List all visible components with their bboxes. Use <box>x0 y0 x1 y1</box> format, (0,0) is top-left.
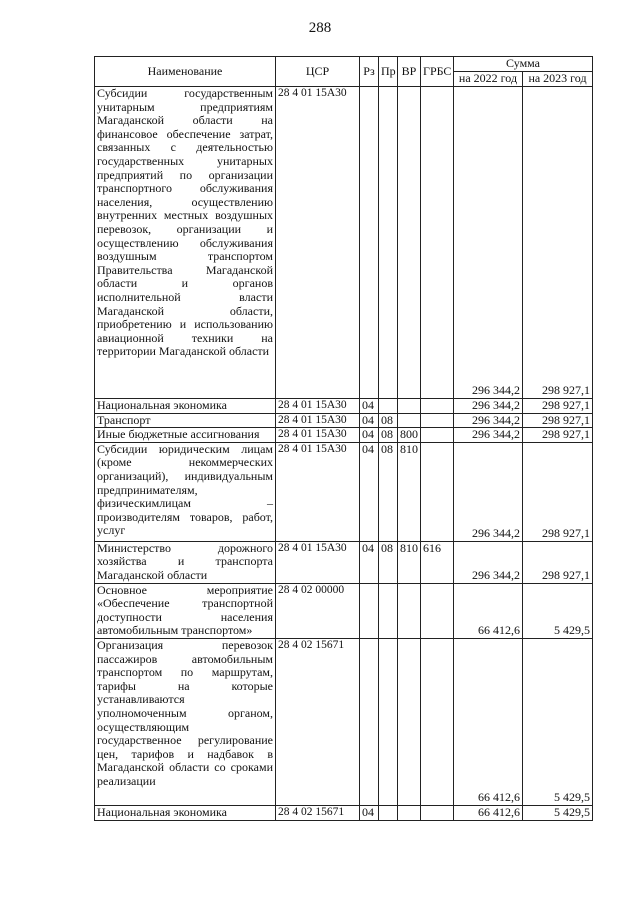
row-sum-2022: 296 344,2 <box>454 413 523 428</box>
row-sum-2023: 298 927,1 <box>523 442 593 541</box>
row-name: Национальная экономика <box>95 805 276 820</box>
row-sum-2022: 296 344,2 <box>454 541 523 583</box>
row-pr: 08 <box>379 541 398 583</box>
header-rz: Рз <box>360 57 379 87</box>
table-row <box>95 541 593 583</box>
row-csr: 28 4 01 15А30 <box>276 87 360 399</box>
row-name: Транспорт <box>95 413 276 428</box>
row-vr <box>398 399 421 414</box>
row-grbs <box>421 399 454 414</box>
table-row <box>95 87 593 399</box>
row-grbs: 616 <box>421 541 454 583</box>
row-csr: 28 4 01 15А30 <box>276 413 360 428</box>
table-row <box>95 428 593 443</box>
header-pr: Пр <box>379 57 398 87</box>
row-vr <box>398 805 421 820</box>
row-vr <box>398 583 421 638</box>
row-name: Субсидии государственным унитарным предприятиям Магаданской области на финансовое обеспечение затрат, связанных с деятельностью государственных унитарных предприятий по организации транспортного обслуживания населения, осуществлению внутренних местных воздушных перевозок, организации и осуществлению обслуживания воздушным транспортом Правительства Магаданской области и органов исполнительной власти Магаданской области, приобретению и использованию авиационной техники на территории Магаданской области <box>95 87 276 399</box>
row-sum-2023: 5 429,5 <box>523 583 593 638</box>
row-rz: 04 <box>360 413 379 428</box>
row-pr <box>379 399 398 414</box>
row-vr: 800 <box>398 428 421 443</box>
row-name: Основное мероприятие «Обеспечение транспортной доступности населения автомобильным транспортом» <box>95 583 276 638</box>
row-sum-2022: 66 412,6 <box>454 638 523 805</box>
header-vr: ВР <box>398 57 421 87</box>
row-rz <box>360 583 379 638</box>
header-grbs: ГРБС <box>421 57 454 87</box>
row-csr: 28 4 01 15А30 <box>276 399 360 414</box>
row-pr <box>379 805 398 820</box>
row-rz: 04 <box>360 805 379 820</box>
header-year-2023: на 2023 год <box>523 72 593 87</box>
table-row <box>95 413 593 428</box>
row-name: Организация перевозок пассажиров автомобильным транспортом по маршрутам, тарифы на которые устанавливаются уполномоченным органом, осуществляющим государственное регулирование цен, тарифов и надбавок в Магаданской области со сроками реализации <box>95 638 276 805</box>
row-sum-2022: 66 412,6 <box>454 805 523 820</box>
row-grbs <box>421 87 454 399</box>
table-row <box>95 583 593 638</box>
row-name: Министерство дорожного хозяйства и транспорта Магаданской области <box>95 541 276 583</box>
row-rz: 04 <box>360 399 379 414</box>
row-csr: 28 4 02 15671 <box>276 805 360 820</box>
row-sum-2023: 5 429,5 <box>523 805 593 820</box>
row-csr: 28 4 01 15А30 <box>276 541 360 583</box>
row-grbs <box>421 428 454 443</box>
row-rz: 04 <box>360 428 379 443</box>
row-vr <box>398 638 421 805</box>
row-sum-2023: 298 927,1 <box>523 428 593 443</box>
table-row <box>95 442 593 541</box>
row-pr <box>379 583 398 638</box>
row-vr: 810 <box>398 541 421 583</box>
header-csr: ЦСР <box>276 57 360 87</box>
row-csr: 28 4 01 15А30 <box>276 442 360 541</box>
row-sum-2023: 298 927,1 <box>523 399 593 414</box>
row-csr: 28 4 02 15671 <box>276 638 360 805</box>
row-sum-2022: 296 344,2 <box>454 428 523 443</box>
row-grbs <box>421 442 454 541</box>
header-year-2022: на 2022 год <box>454 72 523 87</box>
row-rz <box>360 638 379 805</box>
row-sum-2022: 296 344,2 <box>454 87 523 399</box>
table-row <box>95 638 593 805</box>
row-sum-2023: 298 927,1 <box>523 413 593 428</box>
row-pr <box>379 638 398 805</box>
row-sum-2023: 298 927,1 <box>523 541 593 583</box>
page-number: 288 <box>308 20 332 36</box>
header-name: Наименование <box>95 57 276 87</box>
table-row <box>95 805 593 820</box>
table-row <box>95 399 593 414</box>
row-grbs <box>421 805 454 820</box>
row-rz: 04 <box>360 442 379 541</box>
row-grbs <box>421 583 454 638</box>
row-vr <box>398 413 421 428</box>
row-vr: 810 <box>398 442 421 541</box>
row-sum-2023: 5 429,5 <box>523 638 593 805</box>
row-pr: 08 <box>379 442 398 541</box>
row-rz: 04 <box>360 541 379 583</box>
row-grbs <box>421 638 454 805</box>
row-sum-2022: 296 344,2 <box>454 399 523 414</box>
row-sum-2023: 298 927,1 <box>523 87 593 399</box>
row-name: Субсидии юридическим лицам (кроме некоммерческих организаций), индивидуальным предпринимателям, физическимлицам – производителям товаров, работ, услуг <box>95 442 276 541</box>
row-rz <box>360 87 379 399</box>
row-pr: 08 <box>379 428 398 443</box>
row-pr <box>379 87 398 399</box>
row-grbs <box>421 413 454 428</box>
header-sum: Сумма <box>454 57 593 72</box>
row-sum-2022: 296 344,2 <box>454 442 523 541</box>
row-csr: 28 4 01 15А30 <box>276 428 360 443</box>
row-sum-2022: 66 412,6 <box>454 583 523 638</box>
row-pr: 08 <box>379 413 398 428</box>
row-name: Иные бюджетные ассигнования <box>95 428 276 443</box>
row-csr: 28 4 02 00000 <box>276 583 360 638</box>
row-name: Национальная экономика <box>95 399 276 414</box>
budget-table <box>94 56 593 821</box>
row-vr <box>398 87 421 399</box>
